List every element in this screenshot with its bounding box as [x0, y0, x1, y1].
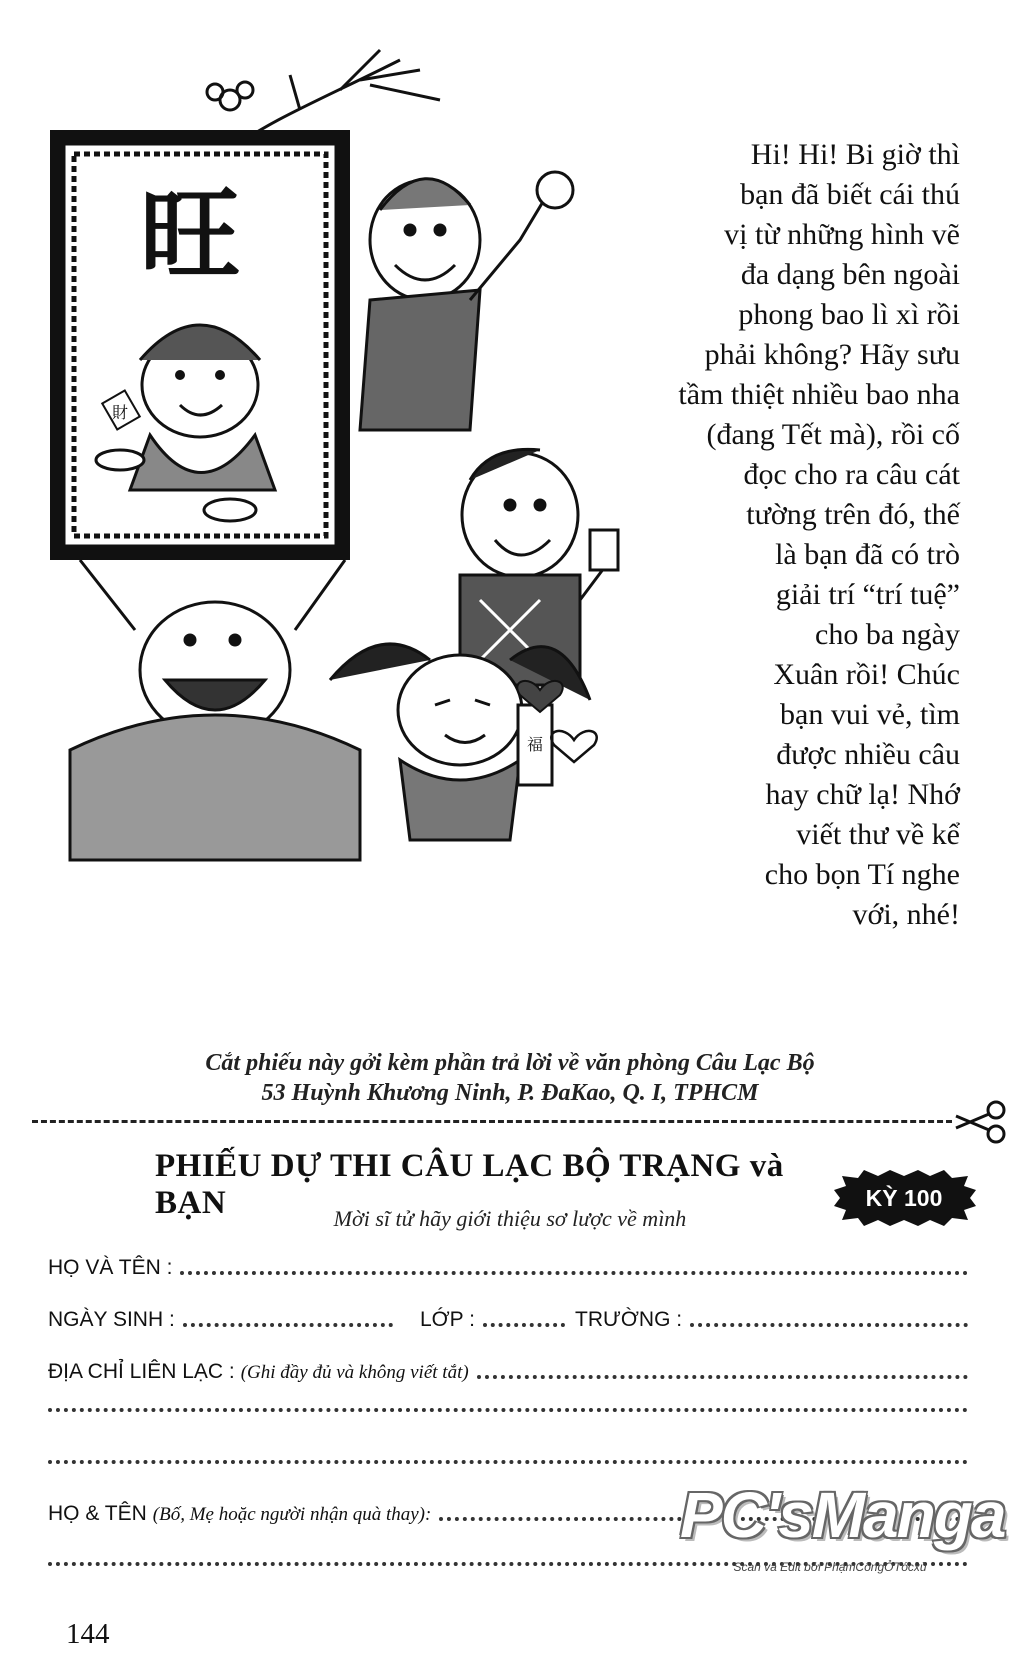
instruction-line-2: 53 Huỳnh Khương Ninh, P. ĐaKao, Q. I, TPHCM [261, 1080, 759, 1106]
intro-line: là bạn đã có trò [775, 538, 960, 571]
intro-line: tường trên đó, thế [746, 498, 960, 531]
form-subtitle: Mời sĩ tử hãy giới thiệu sơ lược về mình [333, 1206, 687, 1231]
intro-line: cho bọn Tí nghe [764, 858, 960, 891]
parent-hint: (Bố, Mẹ hoặc người nhận quà thay): [152, 1504, 432, 1525]
birthdate-input-line[interactable] [183, 1323, 393, 1327]
class-field[interactable] [420, 1302, 565, 1332]
class-input-line[interactable] [483, 1323, 565, 1327]
birthdate-field[interactable] [48, 1302, 393, 1332]
school-field[interactable] [575, 1302, 968, 1332]
class-label: LỚP : [420, 1308, 475, 1331]
intro-line: bạn vui vẻ, tìm [780, 698, 960, 731]
address-hint: (Ghi đầy đủ và không viết tắt) [240, 1362, 469, 1383]
intro-line: giải trí “trí tuệ” [775, 578, 960, 611]
birthdate-label: NGÀY SINH : [48, 1308, 175, 1331]
address-input-line[interactable] [477, 1375, 968, 1379]
form-title: PHIẾU DỰ THI CÂU LẠC BỘ TRẠNG và BẠN [155, 1148, 784, 1221]
address-input-line-3[interactable] [48, 1460, 968, 1464]
page-number: 144 [66, 1618, 110, 1650]
intro-line: Hi! Hi! Bi giờ thì [750, 138, 960, 171]
school-input-line[interactable] [690, 1323, 968, 1327]
intro-line: viết thư về kể [796, 818, 960, 851]
intro-line: bạn đã biết cái thú [740, 178, 960, 211]
school-label: TRƯỜNG : [575, 1308, 683, 1331]
address-input-line-2[interactable] [48, 1408, 968, 1412]
mailing-instruction [0, 1048, 1020, 1108]
cut-line [32, 1120, 952, 1123]
intro-line: đọc cho ra câu cát [743, 458, 960, 491]
scanlation-watermark [680, 1478, 1005, 1588]
sign-character: 旺 [140, 177, 240, 294]
name-input-line[interactable] [180, 1271, 968, 1275]
scissors-icon [952, 1100, 1008, 1144]
intro-line: tầm thiệt nhiều bao nha [678, 378, 960, 411]
intro-line: đa dạng bên ngoài [740, 258, 960, 291]
boy-waving [360, 172, 573, 430]
tag-character: 財 [111, 403, 129, 422]
intro-line: cho ba ngày [815, 618, 960, 651]
parent-label: HỌ & TÊN [48, 1502, 147, 1525]
badge-text: KỲ 100 [865, 1185, 943, 1211]
intro-paragraph [625, 135, 960, 935]
intro-line: phong bao lì xì rồi [738, 298, 960, 331]
boy-laughing [70, 560, 360, 860]
new-year-cartoon-illustration [40, 40, 640, 870]
intro-line: phải không? Hãy sưu [704, 338, 960, 371]
phone-character: 福 [526, 735, 544, 754]
heart-outline-icon [551, 731, 596, 762]
intro-line: (đang Tết mà), rồi cố [706, 418, 960, 451]
name-label: HỌ VÀ TÊN : [48, 1256, 173, 1279]
watermark-credit: Scan và Edit bởi PhạmCôngỞTócxù [733, 1560, 927, 1574]
intro-line: với, nhé! [852, 898, 960, 931]
instruction-line-1: Cắt phiếu này gởi kèm phần trả lời về văn phòng Câu Lạc Bộ [205, 1050, 815, 1076]
address-label: ĐỊA CHỈ LIÊN LẠC : [48, 1360, 235, 1383]
intro-line: hay chữ lạ! Nhớ [765, 778, 960, 811]
fortune-sign-frame [50, 130, 350, 560]
watermark-title: PC'sManga [680, 1479, 1005, 1551]
address-field[interactable] [48, 1354, 968, 1384]
intro-line: được nhiều câu [776, 738, 960, 771]
intro-line: vị từ những hình vẽ [724, 218, 960, 251]
intro-line: Xuân rồi! Chúc [773, 658, 960, 691]
name-field[interactable] [48, 1250, 968, 1280]
